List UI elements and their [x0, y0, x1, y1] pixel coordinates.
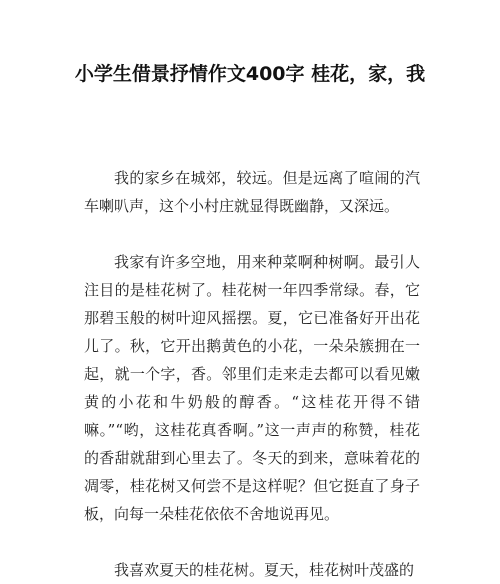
paragraph: 我的家乡在城郊，较远。但是远离了喧闹的汽车喇叭声，这个小村庄就显得既幽静，又深远。 [84, 169, 420, 215]
document-body [84, 164, 420, 584]
paragraph: 我家有许多空地，用来种菜啊种树啊。最引人注目的是桂花树了。桂花树一年四季常绿。春，它那碧玉般的树叶迎风摇摆。夏，它已准备好开出花儿了。秋，它开出鹅黄色的小花，一朵朵簇拥在一起，就一个字，香。邻里们走来走去都可以看见嫩黄的小花和牛奶般的醇香。“这桂花开得不错嘛。”“哟，这桂花真香啊。”这一声声的称赞，桂花的香甜就甜到心里去了。冬天的到来，意味着花的凋零，桂花树又何尝不是这样呢？但它挺直了身子板，向每一朵桂花依依不舍地说再见。 [84, 253, 420, 523]
document-title: 小学生借景抒情作文400字 桂花，家，我 [74, 63, 426, 85]
paragraph: 我喜欢夏天的桂花树。夏天，桂花树叶茂盛的 [114, 561, 415, 579]
